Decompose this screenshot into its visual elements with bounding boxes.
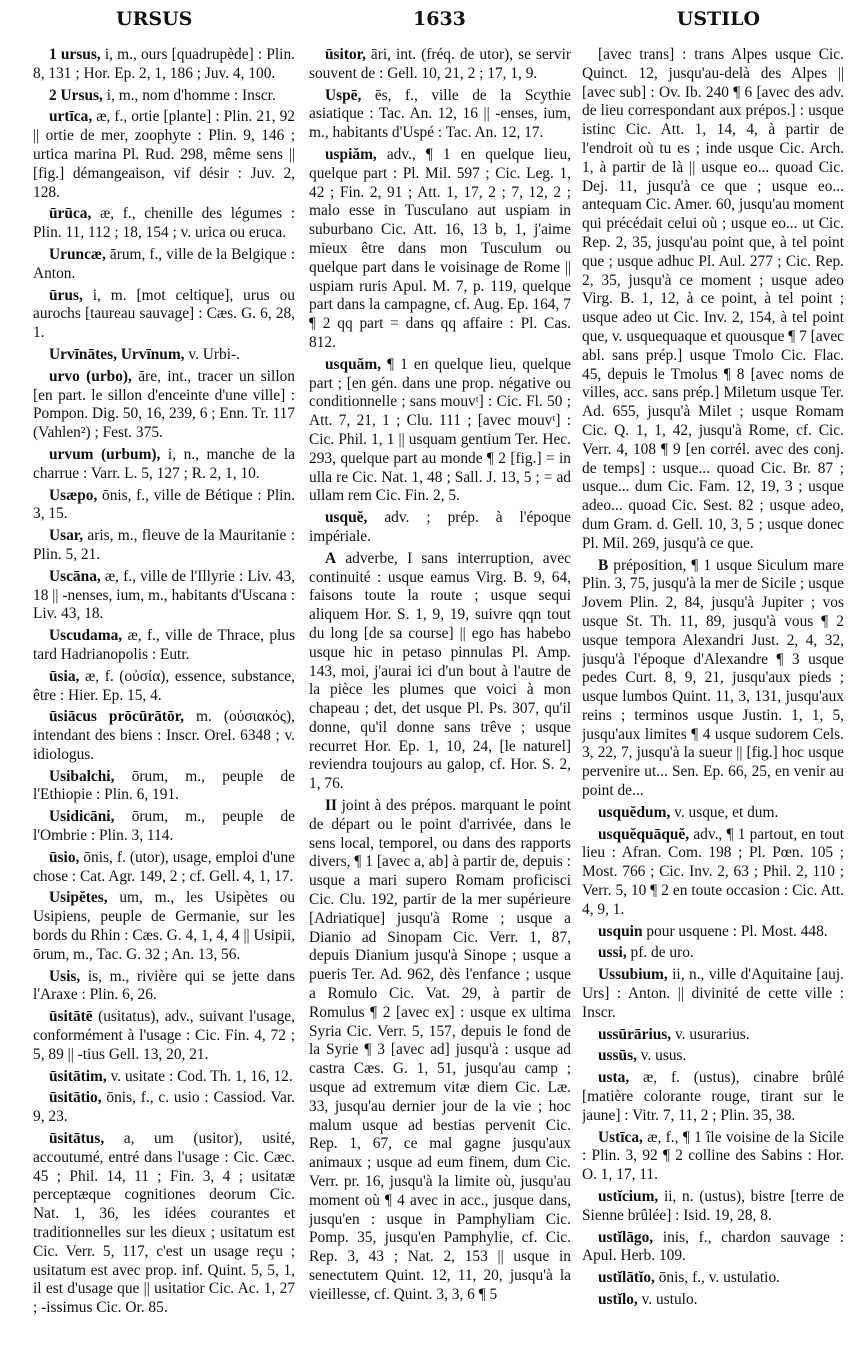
entry-headword: Uruncæ,: [49, 245, 106, 263]
entry-headword: ūsitātē: [49, 1008, 93, 1026]
dictionary-entry: [582, 1069, 844, 1125]
entry-definition: [avec trans] : trans Alpes usque Cic. Quinct. 12, jusqu'au-delà des Alpes || [avec sub] : Ov. Ib. 240 ¶ 6 [avec des adv. de lieu correspondant aux prépos.] : usque istinc Cic. Att. 1, 14, 4, à partir de l'endroit où tu es ; inde usque Cic. Arch. 1, à partir de là || usque eo... quoad Cic. Dej. 11, jusqu'à ce que ; usque eo... antequam Cic. Amer. 60, jusqu'au moment qui précédait celui où ; usque eo... ut Cic. Rep. 2, 35, jusqu'au point que, à tel point que ; usque adhuc Pl. Aul. 277 ; Cic. Rep. 2, 35, jusqu'à ce moment ; usque adeo Virg. B. 1, 12, à ce point, à tel point ; usque adeo ut Cic. Inv. 2, 154, à tel point que, v. usquequaque et quousque ¶ 7 [avec abl. sans prép.] usque Tmolo Cic. Flac. 45, depuis le Tmolus ¶ 8 [avec noms de villes, acc. sans prép.] Miletum usque Ter. Ad. 655, jusqu'à Milet ; usque Romam Cic. Q. 1, 1, 42, jusqu'à Rome, cf. Cic. Verr. 4, 108 ¶ 9 [en corrél. avec des conj. de temps] : usque... quoad Cic. Br. 87 ; usque... dum Cic. Fam. 12, 19, 3 ; usque adeo... quoad Cic. Sest. 82 ; usque adeo, dum Gram. d. Gell. 10, 3, 5 ; usque donec Pl. Mil. 269, jusqu'à ce que.: [582, 46, 844, 552]
dictionary-entry: [582, 1269, 844, 1288]
entry-definition: adv., ¶ 1 en quelque lieu, quelque part : Pl. Mil. 597 ; Cic. Leg. 1, 42 ; Fin. 2, 91 ; Att. 1, 17, 2 ; 7, 12, 2 ; malo esse in Tusculano aut uspiam in suburbano Cic. Att. 16, 13 b, 1, j'aime mieux être dans mon Tusculum ou quelque part dans le voisinage de Rome || uspiam ruris Apul. M. 7, p. 119, quelque part dans la campagne, cf. Aug. Ep. 164, 7 ¶ 2 qq part = dans qq affaire : Pl. Cas. 812.: [309, 145, 571, 351]
entry-definition: préposition, ¶ 1 usque Siculum mare Plin. 3, 75, jusqu'à la mer de Sicile ; usque Jovem Plin. 2, 84, jusqu'à Jupiter ; vos usque St. Th. 11, 89, jusqu'à vous ¶ 2 usque tempora Alexandri Just. 2, 4, 32, jusqu'à l'époque d'Alexandre ¶ 3 usque pedes Curt. 8, 9, 21, jusqu'aux pieds ; usque lumbos Quint. 11, 3, 131, jusqu'aux reins ; terminos usque Justin. 1, 1, 5, jusqu'aux limites ¶ 4 usque sudorem Cels. 3, 22, 7, jusqu'à la sueur || [fig.] hoc usque pervenire ut... Sen. Ep. 66, 25, en venir au point de...: [582, 556, 844, 800]
entry-definition: æ, f., ville de l'Illyrie : Liv. 43, 18 || -nenses, ium, m., habitants d'Uscana : Liv. 43, 18.: [33, 567, 295, 623]
entry-definition: um, m., les Usipètes ou Usipiens, peuple de Germanie, sur les bords du Rhin : Cæs. G. 4, 1, 4, 4 || Usipii, ōrum, m., Tac. G. 32 ; An. 13, 56.: [33, 889, 295, 963]
dictionary-entry: [309, 797, 571, 1305]
column-2: [309, 46, 571, 1346]
entry-headword: II: [325, 797, 337, 815]
entry-definition: ōnis, f., v. ustulatio.: [654, 1269, 780, 1287]
entry-headword: ūsiācus prōcūrātōr,: [49, 708, 185, 726]
entry-headword: Usæpo,: [49, 486, 98, 504]
entry-definition: pour usquene : Pl. Most. 448.: [642, 922, 828, 940]
entry-headword: Ustīca,: [598, 1128, 643, 1146]
entry-definition: ārum, f., ville de la Belgique : Anton.: [33, 245, 295, 282]
entry-headword: Usar,: [49, 527, 84, 545]
running-header: [28, 8, 830, 38]
dictionary-entry: [33, 808, 295, 846]
entry-headword: Uscāna,: [49, 567, 101, 585]
entry-definition: adv. ; prép. à l'époque impériale.: [309, 509, 571, 545]
dictionary-entry: [33, 627, 295, 665]
entry-definition: pf. de uro.: [626, 944, 694, 962]
entry-definition: ōrum, m., peuple de l'Ethiopie : Plin. 6, 191.: [33, 767, 295, 804]
dictionary-entry: [309, 550, 571, 794]
entry-definition: ¶ 1 en quelque lieu, quelque part ; [en gén. dans une prop. négative ou conditionnelle ; sans mouvᵗ] : Cic. Fl. 50 ; Att. 7, 21, 1 ; Clu. 111 ; [avec mouvᵗ] : Cic. Phil. 1, 1 || usquam gentium Ter. Hec. 293, quelque part au monde ¶ 2 [fig.] = in ulla re Cic. Nat. 1, 48 ; Sall. J. 13, 5 ; = ad ullam rem Cic. Fin. 2, 5.: [309, 355, 571, 505]
dictionary-entry: [582, 944, 844, 963]
dictionary-entry: [582, 1047, 844, 1066]
dictionary-entry: [33, 487, 295, 525]
entry-definition: adverbe, I sans interruption, avec continuité : usque eamus Virg. B. 9, 64, faisons toute la route ; usque sequi aliquem Hor. S. 1, 9, 19, suivre qqn tout du long [de sa course] || ego has habebo usque hic in petaso pinnulas Pl. Amp. 143, moi, j'aurai ici d'un bout à l'autre de la pièce les plumes que voici à mon chapeau ; det, det usque Pl. Ps. 307, qu'il donne, qu'il donne sans trêve ; usque recurret Hor. Ep. 1, 10, 24, [le naturel] reviendra toujours au galop, cf. Hor. S. 2, 1, 76.: [309, 549, 571, 793]
entry-headword: 2 Ursus,: [49, 86, 103, 104]
entry-headword: Uscudama,: [49, 627, 123, 645]
dictionary-entry: [582, 1229, 844, 1267]
dictionary-entry: [309, 146, 571, 353]
dictionary-entry: [33, 708, 295, 764]
entry-definition: ōnis, f., c. usio : Cassiod. Var. 9, 23.: [33, 1089, 295, 1126]
entry-definition: joint à des prépos. marquant le point de départ ou le point d'arrivée, dans le sens local, temporel, ou dans des rapports divers, ¶ 1 [avec a, ab] à partir de, depuis : usque a mari supero Romam proficisci Cic. Clu. 192, partir de la mer supérieure [Adriatique] jusqu'à Rome ; usque a Dianio ad Sinopam Cic. Verr. 1, 87, depuis Dianium jusqu'à Sinope ; usque a pueris Ter. Ad. 962, dès l'enfance ; usque a Romulo Cic. Vat. 29, à partir de Romulus ¶ 2 [avec ex] : usque ex ultima Syria Cic. Verr. 5, 157, depuis le fond de la Syrie ¶ 3 [avec ad] jusqu'à : usque ad castra Cæs. G. 1, 51, jusqu'au camp ; usque ad extremum vitæ diem Cic. Læ. 33, jusqu'au dernier jour de la vie ; hoc malum usque ad bestias pervenit Cic. Rep. 1, 67, ce mal gagne jusqu'aux animaux ; usque ad eum finem, dum Cic. Verr. pr. 16, jusqu'à la limite où, jusqu'au moment où ¶ 4 avec in acc., jusque dans, jusqu'en : usque in Pamphyliam Cic. Pomp. 35, jusqu'en Pamphylie, cf. Cic. Rep. 3, 43 ; Nat. 2, 153 || usque in senectutem Quint. 12, 11, 20, jusqu'à la vieillesse, cf. Quint. 3, 3, 6 ¶ 5: [309, 797, 571, 1303]
entry-definition: v. usque, et dum.: [670, 803, 779, 821]
entry-headword: Urvīnātes, Urvīnum,: [49, 345, 185, 363]
entry-headword: ustĭlātĭo,: [598, 1269, 655, 1287]
dictionary-entry: [582, 923, 844, 942]
dictionary-entry: [33, 568, 295, 624]
dictionary-entry: [33, 368, 295, 443]
dictionary-entry: [33, 668, 295, 706]
entry-definition: v. Urbi-.: [184, 345, 240, 363]
entry-definition: adv., ¶ 1 partout, en tout lieu : Afran. Com. 198 ; Pl. Pœn. 105 ; Most. 766 ; Cic. Inv. 2, 63 ; Phil. 2, 110 ; Verr. 5, 10 ¶ 2 en toute occasion : Cic. Att. 4, 9, 1.: [582, 825, 844, 918]
dictionary-entry: [309, 356, 571, 506]
entry-headword: ūrus,: [49, 286, 83, 304]
entry-headword: Uspē,: [325, 86, 362, 104]
entry-headword: uspiăm,: [325, 145, 377, 163]
dictionary-entry: [582, 966, 844, 1022]
entry-headword: Usibalchi,: [49, 767, 115, 785]
entry-definition: aris, m., fleuve de la Mauritanie : Plin. 5, 21.: [33, 527, 295, 563]
dictionary-entry: [33, 87, 295, 106]
dictionary-entry: [582, 1291, 844, 1310]
entry-definition: v. usurarius.: [671, 1025, 750, 1043]
entry-definition: i, m., ours [quadrupède] : Plin. 8, 131 ; Hor. Ep. 2, 1, 186 ; Juv. 4, 100.: [33, 46, 295, 82]
entry-headword: ussūs,: [598, 1047, 637, 1065]
entry-headword: usquĕquāquĕ,: [598, 825, 690, 843]
entry-definition: v. usitate : Cod. Th. 1, 16, 12.: [106, 1067, 293, 1085]
entry-headword: urtīca,: [49, 108, 93, 126]
entry-definition: ōnis, f., ville de Bétique : Plin. 3, 15.: [33, 486, 295, 523]
entry-headword: usta,: [598, 1069, 630, 1087]
column-1: [33, 46, 295, 1346]
entry-definition: æ, f., ville de Thrace, plus tard Hadrianopolis : Eutr.: [33, 627, 295, 663]
entry-definition: v. usus.: [636, 1047, 687, 1065]
entry-definition: i, m. [mot celtique], urus ou aurochs [taureau sauvage] : Cæs. G. 6, 28, 1.: [33, 286, 295, 342]
dictionary-entry: [582, 804, 844, 823]
dictionary-entry: [309, 87, 571, 143]
entry-headword: ussi,: [598, 944, 627, 962]
header-right-guide-word: USTILO: [676, 8, 760, 30]
entry-headword: urvum (urbum),: [49, 445, 161, 463]
entry-headword: ustĭlāgo,: [598, 1228, 654, 1246]
dictionary-entry: [33, 1068, 295, 1087]
dictionary-entry: [33, 889, 295, 964]
entry-headword: A: [325, 549, 337, 567]
dictionary-entry: [309, 46, 571, 84]
page-number: 1633: [413, 8, 466, 30]
entry-headword: ūsitātio,: [49, 1089, 102, 1107]
dictionary-entry: [582, 1129, 844, 1185]
column-3: [582, 46, 844, 1346]
header-left-guide-word: URSUS: [116, 8, 193, 30]
entry-headword: ūsitor,: [325, 46, 366, 63]
entry-headword: ūrūca,: [49, 205, 92, 223]
entry-definition: ii, n. (ustus), bistre [terre de Sienne brûlée] : Isid. 19, 28, 8.: [582, 1188, 844, 1224]
entry-headword: ustĭlo,: [598, 1291, 638, 1308]
entry-definition: æ, f., chenille des légumes : Plin. 11, 112 ; 18, 154 ; v. urica ou eruca.: [33, 205, 295, 242]
entry-headword: B: [598, 556, 609, 574]
dictionary-entry: [33, 46, 295, 84]
dictionary-entry: [33, 768, 295, 806]
entry-definition: æ, f., ¶ 1 île voisine de la Sicile : Plin. 3, 92 ¶ 2 colline des Sabins : Hor. O. 1, 17, 11.: [582, 1128, 844, 1184]
entry-definition: m. (οὐσιακός), intendant des biens : Inscr. Orel. 6348 ; v. idiologus.: [33, 708, 295, 763]
entry-headword: ūsitātim,: [49, 1067, 107, 1085]
entry-definition: ēs, f., ville de la Scythie asiatique : Tac. An. 12, 16 || -enses, ium, m., habitants d'Uspé : Tac. An. 12, 17.: [309, 86, 571, 142]
entry-definition: v. ustulo.: [637, 1291, 698, 1308]
entry-definition: æ, f. (οὐσία), essence, substance, être : Hier. Ep. 15, 4.: [33, 667, 295, 704]
dictionary-entry: [582, 557, 844, 801]
entry-definition: is, m., rivière qui se jette dans l'Araxe : Plin. 6, 26.: [33, 967, 295, 1004]
entry-definition: i, n., manche de la charrue : Varr. L. 5, 127 ; R. 2, 1, 10.: [33, 445, 295, 482]
dictionary-entry: [33, 287, 295, 343]
entry-headword: ustĭcium,: [598, 1188, 659, 1206]
entry-headword: Ussubium,: [598, 966, 668, 984]
entry-headword: ussūrārius,: [598, 1025, 672, 1043]
dictionary-entry: [33, 446, 295, 484]
dictionary-entry: [33, 108, 295, 202]
dictionary-entry: [33, 1008, 295, 1064]
entry-definition: a, um (usitor), usité, accoutumé, entré dans l'usage : Cic. Cæc. 45 ; Phil. 14, 11 ; Fin. 3, 4 ; usitatæ perceptæque cognitiones deorum Cic. Nat. 1, 36, les idées courantes et traditionnelles sur les dieux ; usitatum est Cic. Verr. 5, 117, c'est un usage reçu ; usitatum est avec prop. inf. Quint. 5, 5, 1, il est d'usage que || usitatior Cic. Ac. 1, 27 ; -issimus Cic. Or. 85.: [33, 1130, 295, 1317]
dictionary-entry: [582, 1026, 844, 1045]
dictionary-entry: [33, 1130, 295, 1318]
entry-definition: āre, int., tracer un sillon [en part. le sillon d'enceinte d'une ville] : Pompon. Dig. 50, 16, 239, 6 ; Enn. Tr. 117 (Vahlen²) ; Fest. 375.: [33, 367, 295, 442]
dictionary-entry: [582, 46, 844, 554]
entry-definition: ōrum, m., peuple de l'Ombrie : Plin. 3, 114.: [33, 808, 295, 845]
entry-headword: usquin: [598, 922, 643, 940]
entry-headword: Usidicāni,: [49, 808, 115, 826]
entry-definition: ii, n., ville d'Aquitaine [auj. Urs] : Anton. || divinité de cette ville : Inscr.: [582, 966, 844, 1021]
dictionary-entry: [33, 346, 295, 365]
dictionary-entry: [33, 849, 295, 887]
dictionary-entry: [33, 205, 295, 243]
entry-headword: urvo (urbo),: [49, 367, 132, 385]
entry-headword: 1 ursus,: [49, 46, 101, 63]
entry-headword: usquĕdum,: [598, 803, 671, 821]
entry-definition: æ, f. (ustus), cinabre brûlé [matière colorante rouge, tirant sur le jaune] : Vitr. 7, 11, 2 ; Plin. 35, 38.: [582, 1069, 844, 1124]
dictionary-entry: [33, 246, 295, 284]
entry-headword: usquĕ,: [325, 509, 368, 527]
entry-headword: ūsitātus,: [49, 1130, 105, 1148]
entry-headword: ūsio,: [49, 848, 80, 866]
dictionary-entry: [582, 1188, 844, 1226]
entry-definition: (usitatus), adv., suivant l'usage, conformément à l'usage : Cic. Fin. 4, 72 ; 5, 89 || -tius Gell. 13, 20, 21.: [33, 1008, 295, 1063]
entry-definition: æ, f., ortie [plante] : Plin. 21, 92 || ortie de mer, zoophyte : Plin. 9, 146 ; urtica marina Pl. Rud. 298, même sens || [fig.] démangeaison, vif désir : Juv. 2, 128.: [33, 108, 295, 201]
entry-definition: āri, int. (fréq. de utor), se servir souvent de : Gell. 10, 21, 2 ; 17, 1, 9.: [309, 46, 571, 82]
entry-headword: usquăm,: [325, 355, 382, 373]
dictionary-entry: [582, 826, 844, 920]
entry-headword: ūsia,: [49, 667, 80, 685]
dictionary-entry: [33, 527, 295, 565]
entry-headword: Usipĕtes,: [49, 889, 108, 907]
entry-definition: i, m., nom d'homme : Inscr.: [102, 86, 276, 104]
dictionary-entry: [33, 968, 295, 1006]
entry-headword: Usis,: [49, 967, 81, 985]
dictionary-entry: [33, 1089, 295, 1127]
dictionary-entry: [309, 509, 571, 547]
entry-definition: ōnis, f. (utor), usage, emploi d'une chose : Cat. Agr. 149, 2 ; cf. Gell. 4, 1, 17.: [33, 848, 295, 885]
entry-definition: inis, f., chardon sauvage : Apul. Herb. 109.: [582, 1228, 844, 1265]
